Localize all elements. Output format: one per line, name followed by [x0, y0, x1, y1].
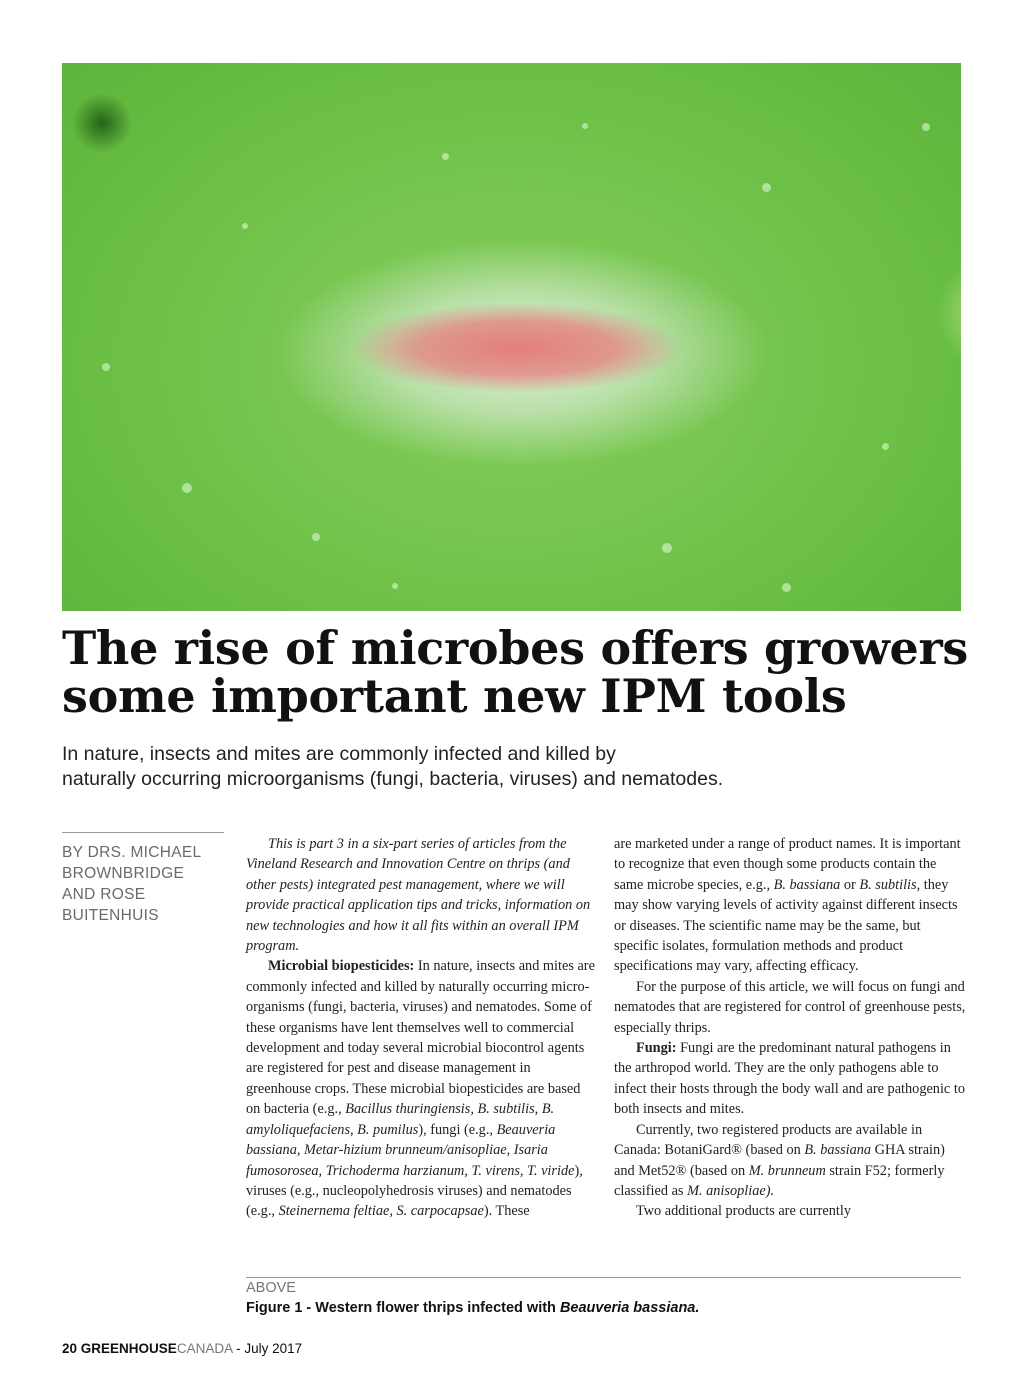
magazine-name: GREENHOUSE — [80, 1341, 177, 1356]
species-name: Steinernema feltiae, S. carpocapsae — [278, 1203, 484, 1220]
page-number: 20 — [62, 1341, 78, 1356]
text-run: Fungi are the predominant natural pathogens in the arthropod world. They are the only pathogens able to infect their hosts through the body wall and are pathogenic to both insects and mites. — [614, 1040, 965, 1118]
text-run: In nature, insects and mites are commonly infected and killed by naturally occurring micro-organisms (fungi, bacteria, viruses) and nematodes. Some of these organisms have lent themselves well to commercial development and today several microbial biocontrol agents are registered for pest and disease management in greenhouse crops. These microbial biopesticides are based on bacteria (e.g., — [246, 958, 595, 1118]
fungi-subhead: Fungi: — [636, 1040, 677, 1057]
text-run: are marketed under a range of product names. It is important to recognize that even though some products contain the same microbe species, e.g., — [614, 836, 961, 893]
microbial-paragraph — [246, 956, 598, 1221]
caption-text: Figure 1 - Western flower thrips infected with — [246, 1300, 560, 1316]
species-name: Beauveria bassiana, Metar-hizium brunneum/anisopliae, Isaria fumosorosea, Trichoderma harzianum, T. virens, T. viride — [246, 1121, 575, 1179]
text-run: strain F52; formerly classified as — [614, 1162, 945, 1199]
species-name: Bacillus thuringiensis, B. subtilis, B. amyloliquefaciens, B. pumilus — [246, 1101, 555, 1138]
species-name: B. bassiana — [804, 1142, 872, 1159]
body-paragraph: Two additional products are currently — [636, 1203, 851, 1220]
text-run: or — [840, 876, 860, 893]
species-name: B. bassiana — [773, 876, 841, 893]
text-run: Currently, two registered products are available in Canada: BotaniGard® (based on — [614, 1121, 923, 1159]
article-title-line-1: The rise of microbes offers growers — [62, 621, 968, 675]
byline-line: BY DRS. MICHAEL — [62, 844, 202, 861]
article-title-line-2: some important new IPM tools — [62, 669, 847, 723]
text-run: they may show varying levels of activity against different insects or diseases. The scientific name may be the same, but specific isolates, formulation methods and product specifications may vary, affecting efficacy. — [614, 876, 958, 975]
text-run: ), fungi (e.g., — [418, 1121, 497, 1138]
byline-divider — [62, 832, 224, 833]
body-column-2 — [614, 834, 966, 1222]
text-run: GHA strain) and Met52® (based on — [614, 1142, 945, 1179]
species-name: M. anisopliae). — [687, 1182, 775, 1199]
byline-line: AND ROSE — [62, 886, 146, 903]
body-column-1 — [246, 834, 598, 1222]
body-paragraph — [614, 834, 966, 977]
text-run: ). These — [483, 1203, 530, 1220]
species-name: Beauveria bassiana. — [559, 1300, 700, 1316]
byline — [62, 842, 232, 926]
body-paragraph — [614, 1120, 966, 1202]
text-run: ), viruses (e.g., nucleopolyhedrosis viruses) and nematodes (e.g., — [246, 1162, 583, 1220]
article-title — [62, 621, 982, 723]
byline-line: BROWNBRIDGE — [62, 865, 185, 882]
hero-photo-infected-thrips — [62, 63, 961, 611]
microbial-subhead: Microbial biopesticides: — [268, 958, 415, 975]
series-intro: This is part 3 in a six-part series of articles from the Vineland Research and Innovation Centre on thrips (and other pests) integrated pest management, where we will provide practical application tips and tricks, information on new technologies and how it all fits within an overall IPM program. — [246, 836, 591, 955]
page-footer — [62, 1341, 302, 1356]
byline-line: BUITENHUIS — [62, 907, 159, 924]
caption-label: ABOVE — [246, 1280, 296, 1296]
body-paragraph: For the purpose of this article, we will focus on fungi and nematodes that are registered for control of greenhouse pests, especially thrips. — [614, 978, 966, 1036]
article-deck — [62, 742, 862, 792]
deck-line-1: In nature, insects and mites are commonly infected and killed by — [62, 743, 616, 765]
species-name: B. subtilis, — [859, 876, 921, 893]
deck-line-2: naturally occurring microorganisms (fungi, bacteria, viruses) and nematodes. — [62, 768, 724, 790]
caption-divider — [246, 1277, 961, 1278]
fungi-paragraph — [614, 1038, 966, 1120]
species-name: M. brunneum — [748, 1162, 826, 1179]
figure-caption — [246, 1300, 699, 1316]
magazine-name-suffix: CANADA — [176, 1341, 233, 1356]
issue-date: - July 2017 — [236, 1341, 303, 1356]
